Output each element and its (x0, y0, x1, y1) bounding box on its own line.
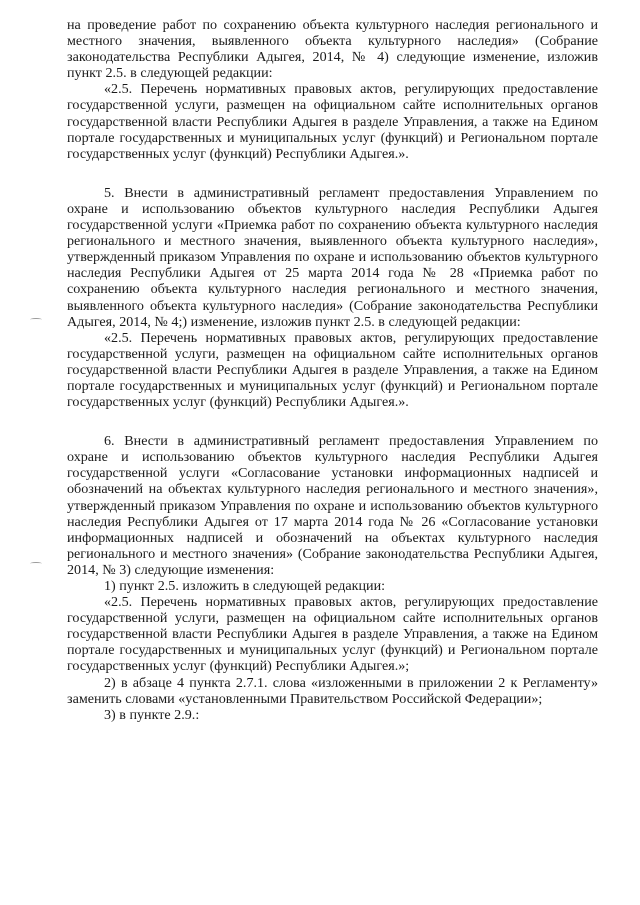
margin-scan-mark (30, 562, 42, 565)
paragraph-item-5: 5. Внести в административный регламент предоставления Управлением по охране и использованию объектов культурного наследия Республики Адыгея государственной услуги «Приемка работ по сохранению объекта культурного наследия регионального и местного значения, выявленного объекта культурного наследия», утвержденный приказом Управления по охране и использованию объектов культурного наследия Республики Адыгея от 25 марта 2014 года № 28 «Приемка работ по сохранению объекта культурного наследия регионального и местного значения, выявленного объекта культурного наследия» (Собрание законодательства Республики Адыгея, 2014, № 4;) изменение, изложив пункт 2.5. в следующей редакции: (67, 184, 598, 330)
paragraph-continuation: на проведение работ по сохранению объекта культурного наследия регионального и местного значения, выявленного объекта культурного наследия» (Собрание законодательства Республики Адыгея, 2014, № 4) следующие изменение, изложив пункт 2.5. в следующей редакции: (67, 17, 598, 82)
paragraph-quote-2-5: «2.5. Перечень нормативных правовых актов, регулирующих предоставление государственной услуги, размещен на официальном сайте исполнительных органов государственной власти Республики Адыгея в разделе Управления, а также на Едином портале государственных и муниципальных услуг (функций) и Региональном портале государственных услуг (функций) Республики Адыгея.». (67, 329, 598, 411)
paragraph-item-6: 6. Внести в административный регламент предоставления Управлением по охране и использованию объектов культурного наследия Республики Адыгея государственной услуги «Согласование установки информационных надписей и обозначений на объектах культурного наследия регионального и местного значения», утвержденный приказом Управления по охране и использованию объектов культурного наследия Республики Адыгея от 17 марта 2014 года № 26 «Согласование установки информационных надписей и обозначений на объектах культурного наследия регионального и местного значения» (Собрание законодательства Республики Адыгея, 2014, № 3) следующие изменения: (67, 433, 598, 578)
paragraph-gap (67, 162, 598, 185)
paragraph-subitem-2: 2) в абзаце 4 пункта 2.7.1. слова «изложенными в приложении 2 к Регламенту» заменить словами «установленными Правительством Российской Федерации»; (67, 674, 598, 707)
paragraph-quote-2-5: «2.5. Перечень нормативных правовых актов, регулирующих предоставление государственной услуги, размещен на официальном сайте исполнительных органов государственной власти Республики Адыгея в разделе Управления, а также на Едином портале государственных и муниципальных услуг (функций) и Региональном портале государственных услуг (функций) Республики Адыгея.»; (67, 594, 598, 675)
document-page (67, 17, 598, 723)
margin-scan-mark (30, 318, 42, 321)
paragraph-quote-2-5: «2.5. Перечень нормативных правовых актов, регулирующих предоставление государственной услуги, размещен на официальном сайте исполнительных органов государственной власти Республики Адыгея в разделе Управления, а также на Едином портале государственных и муниципальных услуг (функций) и Региональном портале государственных услуг (функций) Республики Адыгея.». (67, 81, 598, 162)
paragraph-gap (67, 410, 598, 433)
paragraph-subitem-1: 1) пункт 2.5. изложить в следующей редакции: (104, 578, 386, 594)
paragraph-subitem-3: 3) в пункте 2.9.: (104, 706, 200, 723)
